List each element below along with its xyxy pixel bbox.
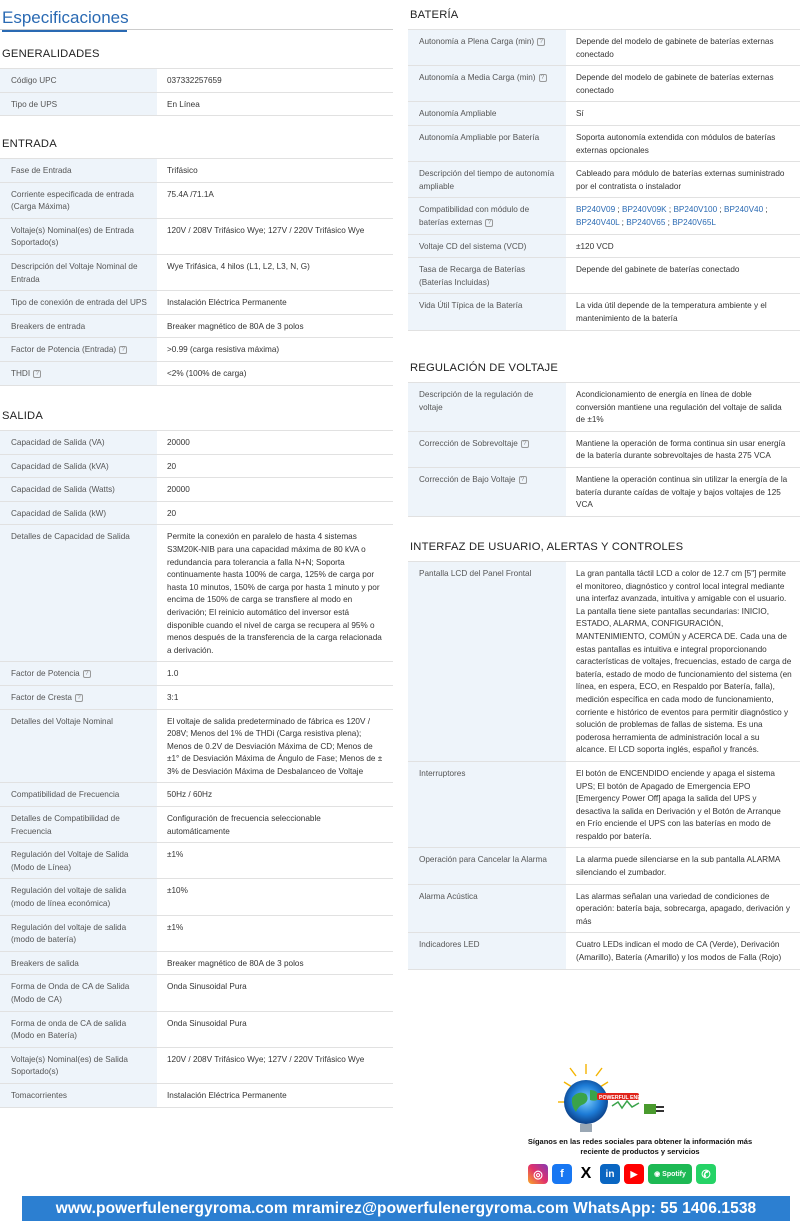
spec-key-text: Indicadores LED (419, 940, 480, 950)
spec-value: Las alarmas señalan una variedad de condiciones de operación: batería baja, sobrecarga, apagado, derivación y más (566, 884, 800, 933)
spec-key-text: Compatibilidad con módulo de baterías externas (419, 205, 530, 227)
spec-key (0, 525, 157, 662)
spec-key-text: Capacidad de Salida (VA) (11, 438, 105, 447)
spec-row (408, 761, 800, 848)
help-icon[interactable]: ? (83, 670, 91, 678)
spec-key (408, 562, 566, 762)
spec-row (0, 975, 393, 1011)
spec-key (408, 234, 566, 258)
spec-row (408, 30, 800, 66)
spec-key-text: Voltaje(s) Nominal(es) de Entrada Soportado(s) (11, 225, 134, 248)
battery-module-link[interactable]: BP240V65 (626, 217, 666, 227)
spec-row (0, 478, 393, 502)
section-title-generalidades: GENERALIDADES (2, 48, 100, 60)
spec-value: Onda Sinusoidal Pura (157, 975, 393, 1011)
spec-value: La gran pantalla táctil LCD a color de 12.7 cm [5"] permite el monitoreo, diagnóstico y control local integral mediante una interfaz avanzada, intuitiva y amigable con el usuario. La pantalla tiene siete pantallas secundarias: INICIO, ESTADO, ALARMA, CONFIGURACIÓN, MANTENIMIENTO, COMÚN y ACERCA DE. Cada una de estas pantallas es intuitiva e integral proporcionando características de voltajes, frecuencias, estado de carga de batería, estado de modo de funcionamiento del sistema (en línea, en espera, ECO, en Respaldo por Batería, falla), medición específica en cada modo de funcionamiento, corriente e histórico de eventos para permitir diagnóstico y solución de problemas de fallas de sistema. Es una poderosa herramienta de administración local a su alcance. El LCD soporta inglés, español y francés. (566, 562, 800, 762)
spec-value: 20 (157, 454, 393, 478)
spec-key-text: Tomacorrientes (11, 1090, 67, 1100)
spec-row (0, 291, 393, 315)
spec-key (0, 254, 157, 290)
spec-value: Onda Sinusoidal Pura (157, 1011, 393, 1047)
spec-key-text: Corrección de Bajo Voltaje (419, 474, 516, 484)
spec-key (0, 915, 157, 951)
spec-row (408, 933, 800, 969)
spec-key-text: Corriente especificada de entrada (Carga Máxima) (11, 189, 134, 212)
spec-key (0, 685, 157, 709)
spec-row (0, 783, 393, 807)
spec-key (0, 182, 157, 218)
spec-key (408, 102, 566, 126)
spec-key-text: Voltaje(s) Nominal(es) de Salida Soportado(s) (11, 1054, 128, 1077)
spec-value: 3:1 (157, 685, 393, 709)
spec-row (0, 454, 393, 478)
section-title-regulacion: REGULACIÓN DE VOLTAJE (410, 362, 559, 374)
spec-key-text: Forma de onda de CA de salida (Modo en Batería) (11, 1018, 127, 1041)
youtube-icon[interactable]: ▶ (624, 1164, 644, 1184)
spec-key (0, 1011, 157, 1047)
spec-value: Breaker magnético de 80A de 3 polos (157, 951, 393, 975)
help-icon[interactable]: ? (539, 74, 547, 82)
spec-row (408, 467, 800, 516)
spec-key (0, 314, 157, 338)
spec-key-text: Factor de Cresta (11, 692, 72, 702)
spec-key-text: Regulación del voltaje de salida (modo de línea económica) (11, 886, 127, 909)
spec-row (408, 162, 800, 198)
spec-key-text: Tipo de conexión de entrada del UPS (11, 298, 147, 308)
spec-row (408, 198, 800, 234)
spec-value: 20 (157, 501, 393, 525)
spec-row (0, 879, 393, 915)
spec-key (0, 291, 157, 315)
spec-value: Instalación Eléctrica Permanente (157, 291, 393, 315)
spec-table-salida (0, 430, 393, 1108)
spec-value: Depende del modelo de gabinete de baterías externas conectado (566, 30, 800, 66)
spec-key (408, 383, 566, 432)
spec-key-text: THDI (11, 368, 31, 378)
spec-row (408, 125, 800, 161)
page-title (0, 0, 393, 30)
spec-key-text: Fase de Entrada (11, 166, 72, 175)
spec-row (0, 951, 393, 975)
spec-key (408, 125, 566, 161)
section-title-salida: SALIDA (2, 410, 43, 422)
battery-module-link[interactable]: BP240V09 (576, 205, 616, 215)
spec-key (408, 933, 566, 969)
battery-module-link[interactable]: BP240V40L (576, 217, 620, 227)
spec-row (408, 848, 800, 884)
spec-table-bateria (408, 29, 800, 331)
spec-key-text: Autonomía a Media Carga (min) (419, 73, 536, 83)
footer-contact-bar[interactable]: www.powerfulenergyroma.com mramirez@powerfulenergyroma.com WhatsApp: 55 1406.1538 (22, 1196, 790, 1221)
spec-value: Breaker magnético de 80A de 3 polos (157, 314, 393, 338)
spec-key-text: Compatibilidad de Frecuencia (11, 790, 120, 800)
spec-value: ±1% (157, 843, 393, 879)
spec-value: 20000 (157, 478, 393, 502)
spec-key-text: Tasa de Recarga de Baterías (Baterías Incluidas) (419, 265, 526, 287)
whatsapp-icon[interactable]: ✆ (696, 1164, 716, 1184)
spec-key (0, 218, 157, 254)
spec-key-text: Código UPC (11, 76, 57, 85)
spec-key (0, 69, 157, 93)
spec-key (0, 662, 157, 686)
spec-key (408, 198, 566, 234)
spec-value: Cableado para módulo de baterías externas suministrado por el contratista o instalador (566, 162, 800, 198)
spec-key (0, 454, 157, 478)
instagram-icon[interactable]: ◎ (528, 1164, 548, 1184)
spec-key (408, 294, 566, 330)
powerful-energy-logo (554, 1060, 684, 1148)
spec-key (0, 501, 157, 525)
spec-value: 20000 (157, 431, 393, 455)
spec-row (0, 218, 393, 254)
spec-row (408, 294, 800, 330)
spec-value: Depende del modelo de gabinete de baterías externas conectado (566, 66, 800, 102)
spec-key-text: Descripción de la regulación de voltaje (419, 390, 534, 412)
help-icon[interactable]: ? (33, 370, 41, 378)
social-icons-row (528, 1164, 716, 1184)
spec-row (408, 431, 800, 467)
spec-key-text: Regulación del Voltaje de Salida (Modo de Línea) (11, 850, 129, 872)
spec-row (0, 525, 393, 662)
spec-value: ±10% (157, 879, 393, 915)
spec-value: >0.99 (carga resistiva máxima) (157, 338, 393, 362)
linkedin-icon[interactable]: in (600, 1164, 620, 1184)
spec-row (0, 807, 393, 843)
spec-value: Trifásico (157, 159, 393, 183)
social-text: Síganos en las redes sociales para obtener la información más reciente de productos y servicios (527, 1137, 753, 1156)
spec-value: 50Hz / 60Hz (157, 783, 393, 807)
spec-key (408, 884, 566, 933)
spec-value: ±120 VCD (566, 234, 800, 258)
spec-key (408, 848, 566, 884)
help-icon[interactable]: ? (485, 219, 493, 227)
spec-value: Wye Trifásica, 4 hilos (L1, L2, L3, N, G) (157, 254, 393, 290)
spec-value: Permite la conexión en paralelo de hasta 4 sistemas S3M20K-NIB para una capacidad máxima de 80 kVA o redundancia para tolerancia a falla N+N; Soporta continuamente hasta 100% de carga, 125% de carga por hasta 10 minutos, 150% de carga por hasta 1 minuto y por encima de 150% de carga se transfiere al modo en derivación; El reinicio automático del inversor está disponible cuando el nivel de carga se recupera al 95% o menos después de la transferencia de la carga relacionada a derivación. (157, 525, 393, 662)
spec-row (0, 709, 393, 783)
spec-row (408, 383, 800, 432)
spec-key-text: Detalles de Compatibilidad de Frecuencia (11, 814, 120, 836)
spec-key (0, 843, 157, 879)
help-icon[interactable]: ? (119, 346, 127, 354)
section-title-interfaz: INTERFAZ DE USUARIO, ALERTAS Y CONTROLES (410, 541, 684, 553)
left-column (0, 0, 393, 1100)
spec-table-regulacion (408, 382, 800, 517)
spec-key (408, 66, 566, 102)
spec-key-text: Factor de Potencia (Entrada) (11, 345, 117, 355)
battery-module-link[interactable]: BP240V09K (621, 205, 667, 215)
spec-key (408, 258, 566, 294)
spec-key-text: Autonomía a Plena Carga (min) (419, 37, 535, 46)
spec-table-entrada (0, 158, 393, 386)
facebook-icon[interactable]: f (552, 1164, 572, 1184)
spec-value: Acondicionamiento de energía en línea de doble conversión mantiene una regulación del voltaje de salida de ±1% (566, 383, 800, 432)
spec-row (0, 1047, 393, 1083)
spec-value: Cuatro LEDs indican el modo de CA (Verde), Derivación (Amarillo), Batería (Amarillo) y los modos de Falla (Rojo) (566, 933, 800, 969)
spec-value: Mantiene la operación continua sin utilizar la energía de la batería durante caídas de voltaje y bajos voltajes de 125 VCA (566, 467, 800, 516)
spec-row (408, 66, 800, 102)
spec-row (0, 1011, 393, 1047)
spec-key-text: Regulación del voltaje de salida (modo de batería) (11, 922, 127, 945)
spec-key-text: Operación para Cancelar la Alarma (419, 855, 547, 865)
spec-row (0, 254, 393, 290)
spec-value: El voltaje de salida predeterminado de fábrica es 120V / 208V; Menos del 1% de THDi (Carga resistiva plena); Menos de 0.2V de Desviación Máxima de CD; Menos de ±1° de Desviación Máxima de Ángulo de Fase; Menos de ± 3% de Desviación Máxima de Desbalanceo de Voltaje (157, 709, 393, 783)
spec-row (408, 102, 800, 126)
spec-key (0, 709, 157, 783)
spec-key-text: Capacidad de Salida (kVA) (11, 461, 109, 471)
spec-value: En Línea (157, 92, 393, 116)
spec-value: Instalación Eléctrica Permanente (157, 1083, 393, 1107)
spec-row (408, 884, 800, 933)
spec-key (0, 431, 157, 455)
spec-value: 1.0 (157, 662, 393, 686)
spec-key-text: Descripción del Voltaje Nominal de Entrada (11, 261, 138, 284)
spec-key-text: Corrección de Sobrevoltaje (419, 438, 518, 448)
help-icon[interactable]: ? (519, 476, 527, 484)
spec-key-text: Forma de Onda de CA de Salida (Modo de CA) (11, 982, 130, 1004)
page-title-underline (2, 30, 127, 32)
battery-module-link[interactable]: BP240V65L (672, 217, 716, 227)
spec-row (0, 92, 393, 116)
battery-module-link[interactable]: BP240V40 (723, 205, 764, 215)
spec-value: BP240V09 ; BP240V09K ; BP240V100 ; BP240V40 ; BP240V40L ; BP240V65 ; BP240V65L (566, 198, 800, 234)
help-icon[interactable]: ? (75, 694, 83, 702)
spotify-icon[interactable]: ◉ Spotify (648, 1164, 692, 1184)
section-title-entrada: ENTRADA (2, 138, 57, 150)
spec-table-interfaz (408, 561, 800, 970)
spec-row (0, 662, 393, 686)
spec-value: 120V / 208V Trifásico Wye; 127V / 220V Trifásico Wye (157, 1047, 393, 1083)
spec-row (0, 431, 393, 455)
x-icon[interactable]: X (576, 1164, 596, 1184)
spec-row (0, 314, 393, 338)
spec-key (0, 783, 157, 807)
spec-key-text: Detalles del Voltaje Nominal (11, 716, 113, 726)
spec-row (0, 915, 393, 951)
spec-key-text: Breakers de salida (11, 958, 79, 968)
logo-text: POWERFUL ENERGY (599, 1094, 652, 1101)
spec-row (0, 685, 393, 709)
spec-row (0, 182, 393, 218)
spec-key-text: Tipo de UPS (11, 99, 58, 109)
spec-key-text: Factor de Potencia (11, 669, 80, 679)
spec-row (0, 159, 393, 183)
spec-value: Soporta autonomía extendida con módulos de baterías externas opcionales (566, 125, 800, 161)
spec-key-text: Detalles de Capacidad de Salida (11, 532, 130, 542)
page-title-text: Especificaciones (2, 8, 129, 27)
spec-row (408, 562, 800, 762)
spec-value: El botón de ENCENDIDO enciende y apaga el sistema UPS; El botón de Apagado de Emergencia EPO [Emergency Power Off] apaga la salida del UPS y desactiva la salida en Derivación y el Botón de Arranque en Frío enciende el UPS con las baterías en modo de respaldo por batería. (566, 761, 800, 848)
spec-row (0, 69, 393, 93)
spec-value: ±1% (157, 915, 393, 951)
spec-value: 037332257659 (157, 69, 393, 93)
spec-key-text: Vida Útil Típica de la Batería (419, 301, 523, 311)
spec-key (408, 162, 566, 198)
spec-value: Depende del gabinete de baterías conectado (566, 258, 800, 294)
spec-key-text: Alarma Acústica (419, 891, 478, 901)
spec-key (0, 478, 157, 502)
spec-row (0, 338, 393, 362)
spec-key (0, 975, 157, 1011)
spec-row (0, 1083, 393, 1107)
spec-value: Mantiene la operación de forma continua sin usar energía de la batería durante sobrevoltajes de hasta 275 VCA (566, 431, 800, 467)
spec-key-text: Capacidad de Salida (kW) (11, 508, 107, 518)
spec-key (0, 361, 157, 385)
spec-key-text: Capacidad de Salida (Watts) (11, 485, 115, 495)
spec-key (408, 431, 566, 467)
spec-key (0, 338, 157, 362)
spec-row (0, 501, 393, 525)
spec-row (0, 361, 393, 385)
spec-value: La vida útil depende de la temperatura ambiente y el mantenimiento de la batería (566, 294, 800, 330)
spec-key (0, 879, 157, 915)
spec-key-text: Autonomía Ampliable por Batería (419, 132, 540, 142)
spec-value: Configuración de frecuencia seleccionable automáticamente (157, 807, 393, 843)
spec-value: 120V / 208V Trifásico Wye; 127V / 220V Trifásico Wye (157, 218, 393, 254)
spec-key-text: Breakers de entrada (11, 321, 86, 331)
spec-key (408, 761, 566, 848)
spec-row (408, 234, 800, 258)
help-icon[interactable]: ? (537, 38, 545, 46)
spec-key (408, 467, 566, 516)
spec-key (408, 30, 566, 66)
spec-row (408, 258, 800, 294)
spec-key-text: Pantalla LCD del Panel Frontal (419, 569, 532, 578)
spec-key (0, 1047, 157, 1083)
spec-key-text: Interruptores (419, 768, 466, 778)
spec-value: <2% (100% de carga) (157, 361, 393, 385)
spec-value: Sí (566, 102, 800, 126)
spec-value: La alarma puede silenciarse en la sub pantalla ALARMA silenciando el zumbador. (566, 848, 800, 884)
section-title-bateria: BATERÍA (410, 9, 459, 21)
spec-key (0, 807, 157, 843)
spec-key (0, 92, 157, 116)
spec-table-generalidades (0, 68, 393, 116)
spec-key-text: Voltaje CD del sistema (VCD) (419, 241, 527, 251)
spec-key (0, 1083, 157, 1107)
spec-value: 75.4A /71.1A (157, 182, 393, 218)
help-icon[interactable]: ? (521, 440, 529, 448)
spec-key (0, 951, 157, 975)
spec-key-text: Descripción del tiempo de autonomía ampliable (419, 169, 555, 191)
spec-row (0, 843, 393, 879)
spec-key-text: Autonomía Ampliable (419, 109, 497, 119)
spec-key (0, 159, 157, 183)
battery-module-link[interactable]: BP240V100 (673, 205, 718, 215)
